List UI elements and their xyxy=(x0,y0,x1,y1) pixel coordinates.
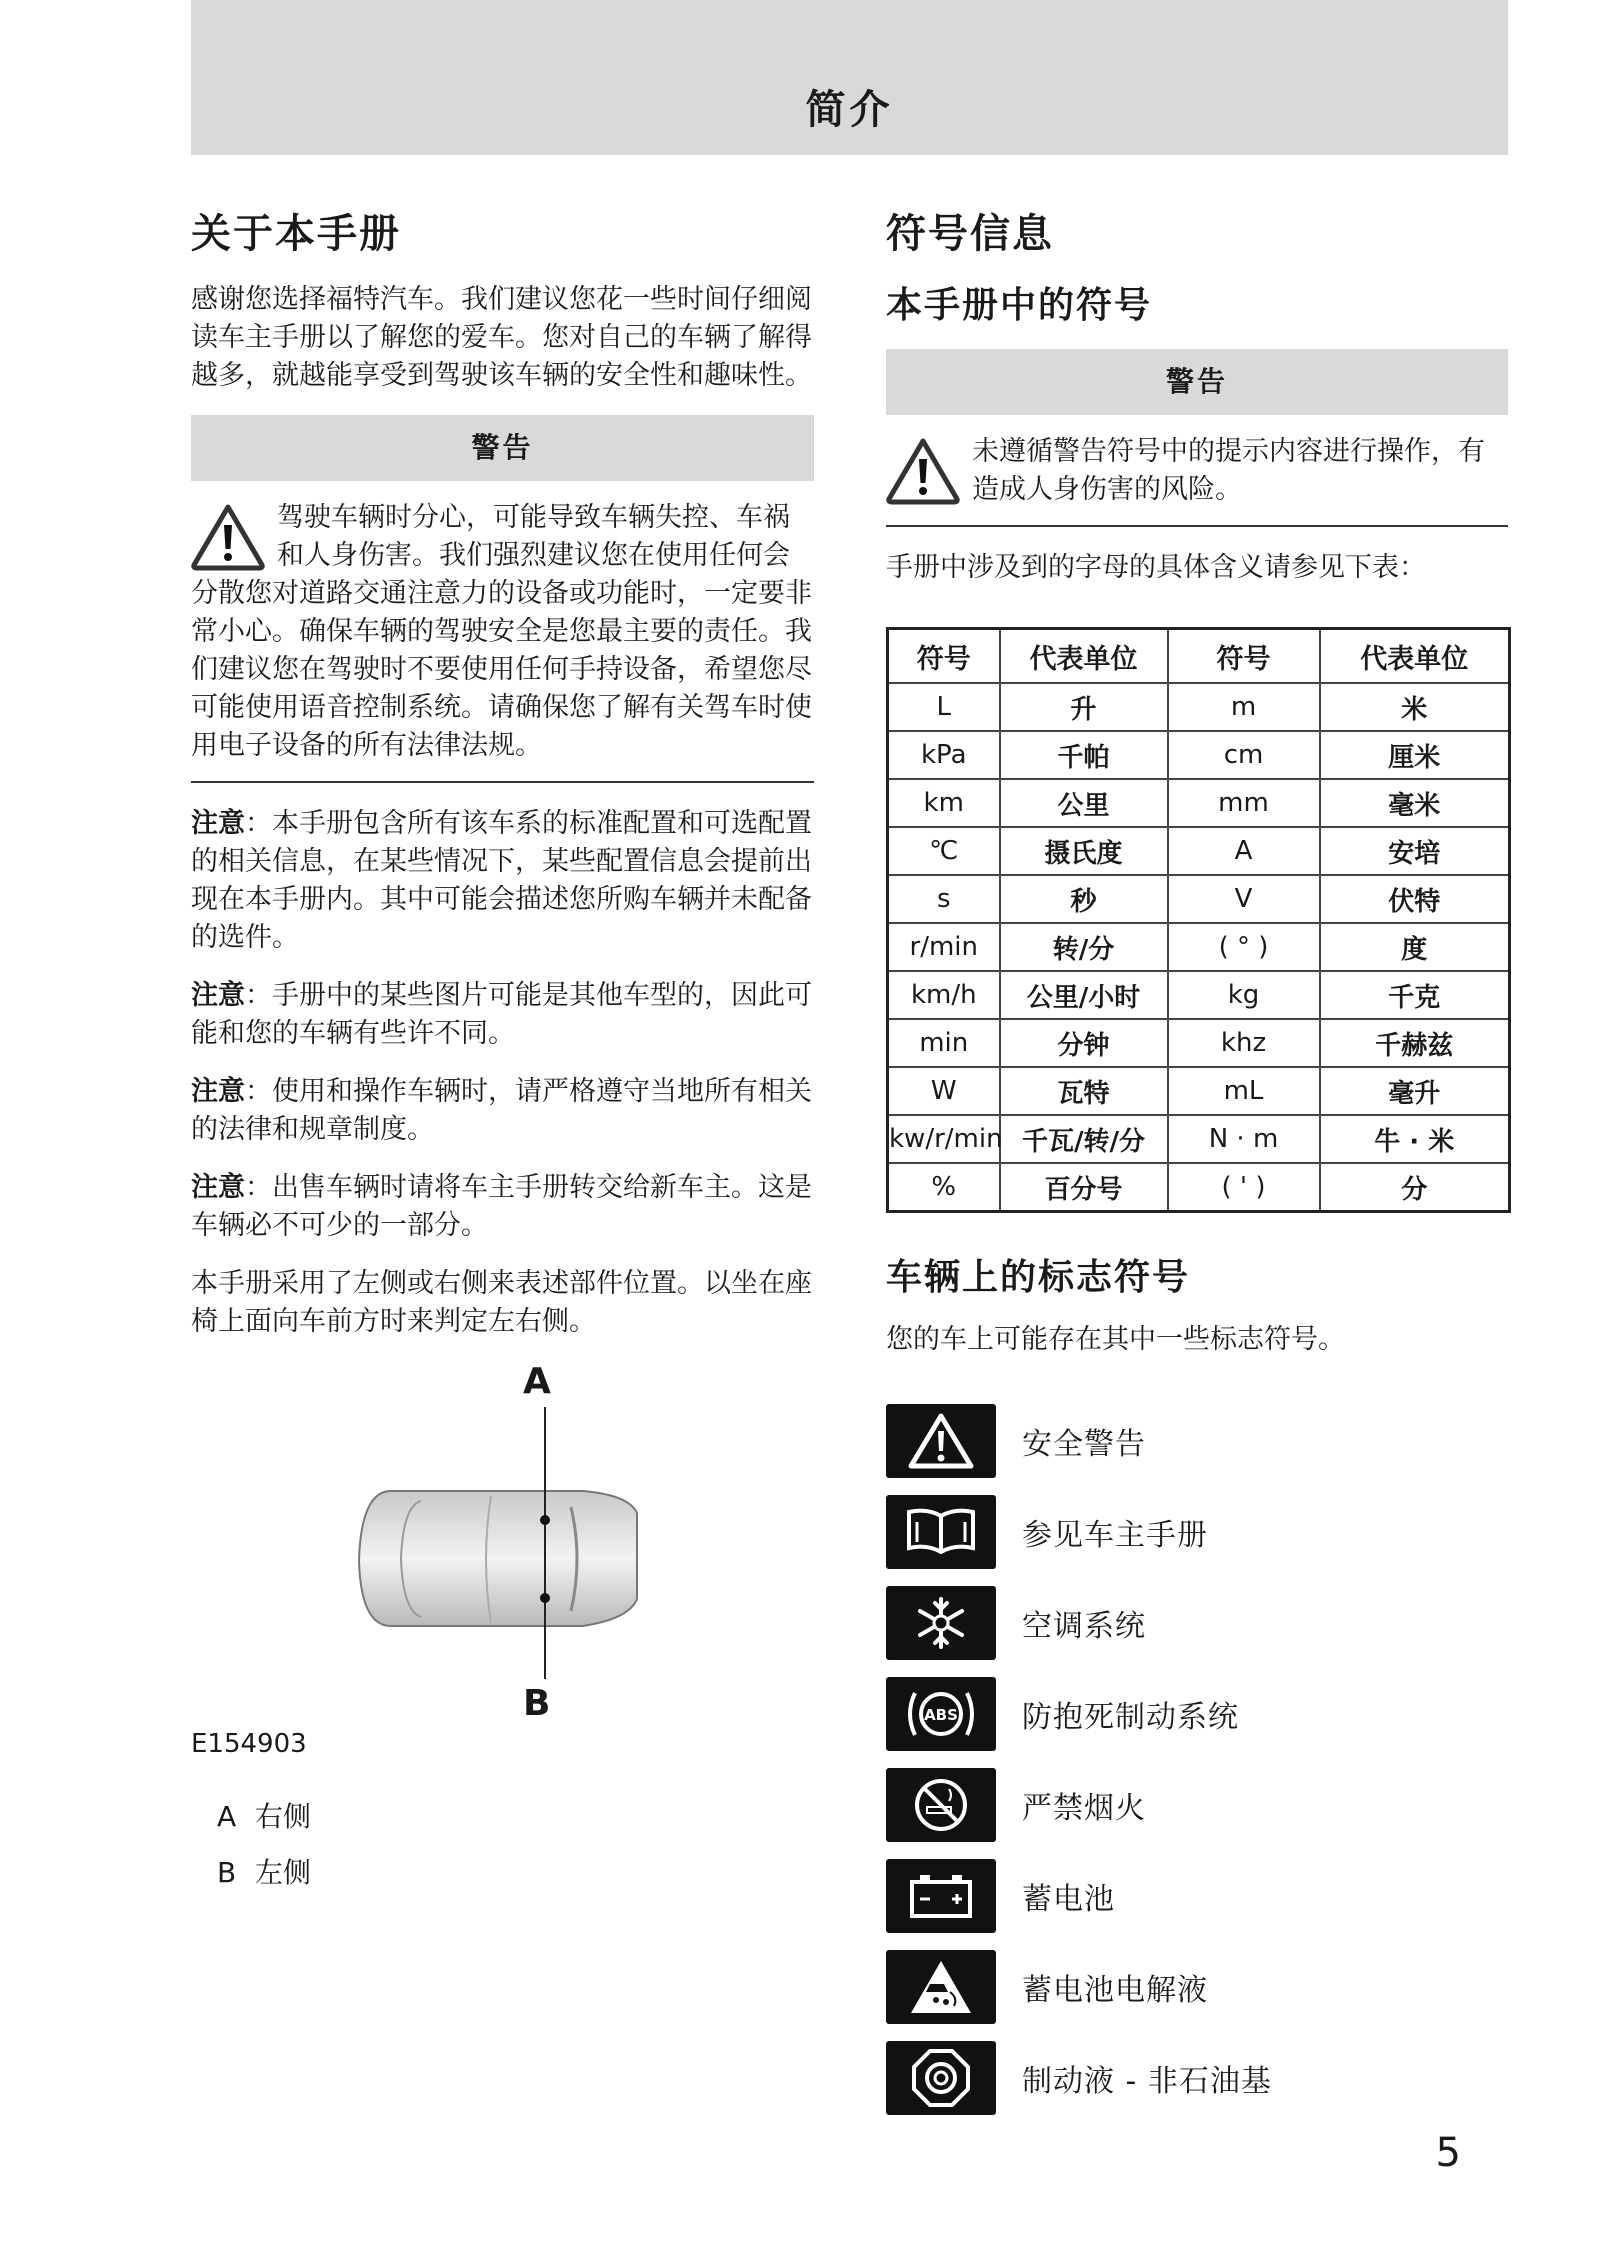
svg-text:ABS: ABS xyxy=(924,1705,958,1724)
symbol-cell: % xyxy=(888,1163,1000,1212)
units-table-body xyxy=(888,683,1510,1212)
symbol-item xyxy=(886,1668,1508,1759)
subsection-title-manual-symbols: 本手册中的符号 xyxy=(886,285,1153,326)
unit-cell: 分钟 xyxy=(1000,1019,1168,1067)
symbol-item xyxy=(886,1486,1508,1577)
symbol-cell: r/min xyxy=(888,923,1000,971)
table-row xyxy=(888,1115,1510,1163)
warning-triangle-icon xyxy=(886,437,960,505)
unit-cell: 公里/小时 xyxy=(1000,971,1168,1019)
air-conditioning-icon xyxy=(886,1586,996,1660)
legend-item-a xyxy=(191,1789,814,1845)
symbol-cell: kPa xyxy=(888,731,1000,779)
units-table xyxy=(886,627,1511,1213)
note-label: 注意 xyxy=(191,980,245,1011)
intro-paragraph: 感谢您选择福特汽车。我们建议您花一些时间仔细阅读车主手册以了解您的爱车。您对自己的车辆了解得越多，就越能享受到驾驶该车辆的安全性和趣味性。 xyxy=(191,284,812,391)
symbol-item xyxy=(886,2032,1508,2123)
warning-box xyxy=(886,415,1508,527)
note-text: ：本手册包含所有该车系的标准配置和可选配置的相关信息，在某些情况下，某些配置信息会提前出现在本手册内。其中可能会描述您所购车辆并未配备的选件。 xyxy=(191,808,812,953)
symbol-label: 蓄电池 xyxy=(1022,1881,1115,1917)
warning-text: 驾驶车辆时分心，可能导致车辆失控、车祸和人身伤害。我们强烈建议您在使用任何会分散您对道路交通注意力的设备或功能时，一定要非常小心。确保车辆的驾驶安全是您最主要的责任。我们建议您在驾驶时不要使用任何手持设备，希望您尽可能使用语音控制系统。请确保您了解有关驾车时使用电子设备的所有法律法规。 xyxy=(191,502,812,761)
symbol-cell: L xyxy=(888,683,1000,731)
symbol-item xyxy=(886,1759,1508,1850)
unit-cell: 度 xyxy=(1320,923,1510,971)
note-3 xyxy=(191,1073,814,1149)
warning-triangle-icon xyxy=(191,503,265,571)
table-row xyxy=(888,875,1510,923)
symbol-cell: mm xyxy=(1168,779,1320,827)
symbol-label: 防抱死制动系统 xyxy=(1022,1699,1239,1735)
legend-item-b xyxy=(191,1845,814,1901)
symbol-cell: mL xyxy=(1168,1067,1320,1115)
symbol-cell: ℃ xyxy=(888,827,1000,875)
legend-value: 右侧 xyxy=(255,1800,312,1833)
unit-cell: 分 xyxy=(1320,1163,1510,1212)
table-row xyxy=(888,923,1510,971)
brake-fluid-icon xyxy=(886,2041,996,2115)
table-header-row xyxy=(888,629,1510,684)
unit-cell: 千瓦/转/分 xyxy=(1000,1115,1168,1163)
symbol-label: 蓄电池电解液 xyxy=(1022,1972,1208,2008)
symbol-cell: m xyxy=(1168,683,1320,731)
symbol-cell: W xyxy=(888,1067,1000,1115)
symbol-item xyxy=(886,1395,1508,1486)
symbol-item xyxy=(886,1577,1508,1668)
note-text: ：使用和操作车辆时，请严格遵守当地所有相关的法律和规章制度。 xyxy=(191,1076,812,1145)
no-smoking-icon xyxy=(886,1768,996,1842)
unit-cell: 瓦特 xyxy=(1000,1067,1168,1115)
note-2 xyxy=(191,977,814,1053)
symbol-cell: cm xyxy=(1168,731,1320,779)
symbol-cell: kw/r/min xyxy=(888,1115,1000,1163)
chapter-title: 简介 xyxy=(805,87,894,133)
column-header: 代表单位 xyxy=(1000,629,1168,684)
battery-icon xyxy=(886,1859,996,1933)
symbol-cell: kg xyxy=(1168,971,1320,1019)
section-title-symbols: 符号信息 xyxy=(886,211,1054,257)
symbol-cell: min xyxy=(888,1019,1000,1067)
symbol-cell: s xyxy=(888,875,1000,923)
warning-header: 警告 xyxy=(191,415,814,481)
unit-cell: 安培 xyxy=(1320,827,1510,875)
vehicle-symbols-intro: 您的车上可能存在其中一些标志符号。 xyxy=(886,1324,1345,1355)
table-row xyxy=(888,779,1510,827)
right-column xyxy=(886,205,1508,2123)
diagram-label-a: A xyxy=(523,1361,551,1402)
vehicle-symbol-list xyxy=(886,1395,1508,2123)
note-text: ：出售车辆时请将车主手册转交给新车主。这是车辆必不可少的一部分。 xyxy=(191,1172,812,1241)
note-text: ：手册中的某些图片可能是其他车型的，因此可能和您的车辆有些许不同。 xyxy=(191,980,812,1049)
abs-icon xyxy=(886,1677,996,1751)
legend-value: 左侧 xyxy=(255,1856,312,1889)
legend-key: A xyxy=(217,1800,237,1833)
unit-cell: 转/分 xyxy=(1000,923,1168,971)
warning-box xyxy=(191,481,814,783)
symbol-item xyxy=(886,1850,1508,1941)
symbol-label: 严禁烟火 xyxy=(1022,1790,1146,1826)
unit-cell: 百分号 xyxy=(1000,1163,1168,1212)
legend-key: B xyxy=(217,1856,237,1889)
column-header: 代表单位 xyxy=(1320,629,1510,684)
chapter-header xyxy=(191,0,1508,155)
car-side-diagram xyxy=(191,1361,814,1724)
unit-cell: 秒 xyxy=(1000,875,1168,923)
table-row xyxy=(888,827,1510,875)
symbol-item xyxy=(886,1941,1508,2032)
page-number: 5 xyxy=(1435,2130,1461,2176)
unit-cell: 伏特 xyxy=(1320,875,1510,923)
unit-cell: 毫米 xyxy=(1320,779,1510,827)
table-row xyxy=(888,683,1510,731)
unit-cell: 千赫兹 xyxy=(1320,1019,1510,1067)
unit-cell: 公里 xyxy=(1000,779,1168,827)
unit-cell: 厘米 xyxy=(1320,731,1510,779)
symbol-label: 空调系统 xyxy=(1022,1608,1146,1644)
column-header: 符号 xyxy=(888,629,1000,684)
figure-id: E154903 xyxy=(191,1729,307,1759)
unit-cell: 牛 · 米 xyxy=(1320,1115,1510,1163)
symbol-cell: ( ' ) xyxy=(1168,1163,1320,1212)
table-intro: 手册中涉及到的字母的具体含义请参见下表： xyxy=(886,552,1426,583)
note-1 xyxy=(191,805,814,957)
column-header: 符号 xyxy=(1168,629,1320,684)
symbol-label: 安全警告 xyxy=(1022,1426,1146,1462)
unit-cell: 千克 xyxy=(1320,971,1510,1019)
symbol-cell: km xyxy=(888,779,1000,827)
diagram-label-b: B xyxy=(523,1683,551,1724)
note-label: 注意 xyxy=(191,1076,245,1107)
unit-cell: 米 xyxy=(1320,683,1510,731)
subsection-title-vehicle-symbols: 车辆上的标志符号 xyxy=(886,1257,1191,1298)
unit-cell: 升 xyxy=(1000,683,1168,731)
owner-manual-icon xyxy=(886,1495,996,1569)
note-label: 注意 xyxy=(191,1172,245,1203)
table-row xyxy=(888,1067,1510,1115)
symbol-cell: N · m xyxy=(1168,1115,1320,1163)
unit-cell: 千帕 xyxy=(1000,731,1168,779)
symbol-label: 制动液 - 非石油基 xyxy=(1022,2063,1272,2099)
car-top-view-illustration xyxy=(191,1361,814,1721)
unit-cell: 摄氏度 xyxy=(1000,827,1168,875)
table-row xyxy=(888,971,1510,1019)
symbol-cell: km/h xyxy=(888,971,1000,1019)
symbol-label: 参见车主手册 xyxy=(1022,1517,1208,1553)
position-paragraph: 本手册采用了左侧或右侧来表述部件位置。以坐在座椅上面向车前方时来判定左右侧。 xyxy=(191,1268,812,1337)
warning-triangle-icon xyxy=(886,1404,996,1478)
table-row xyxy=(888,1019,1510,1067)
symbol-cell: ( ° ) xyxy=(1168,923,1320,971)
note-label: 注意 xyxy=(191,808,245,839)
table-row xyxy=(888,1163,1510,1212)
warning-header: 警告 xyxy=(886,349,1508,415)
symbol-cell: khz xyxy=(1168,1019,1320,1067)
symbol-cell: A xyxy=(1168,827,1320,875)
unit-cell: 毫升 xyxy=(1320,1067,1510,1115)
note-4 xyxy=(191,1169,814,1245)
symbol-cell: V xyxy=(1168,875,1320,923)
left-column xyxy=(191,205,814,1901)
warning-text: 未遵循警告符号中的提示内容进行操作，有造成人身伤害的风险。 xyxy=(972,436,1485,505)
battery-acid-icon xyxy=(886,1950,996,2024)
table-row xyxy=(888,731,1510,779)
section-title-about-manual: 关于本手册 xyxy=(191,211,401,257)
